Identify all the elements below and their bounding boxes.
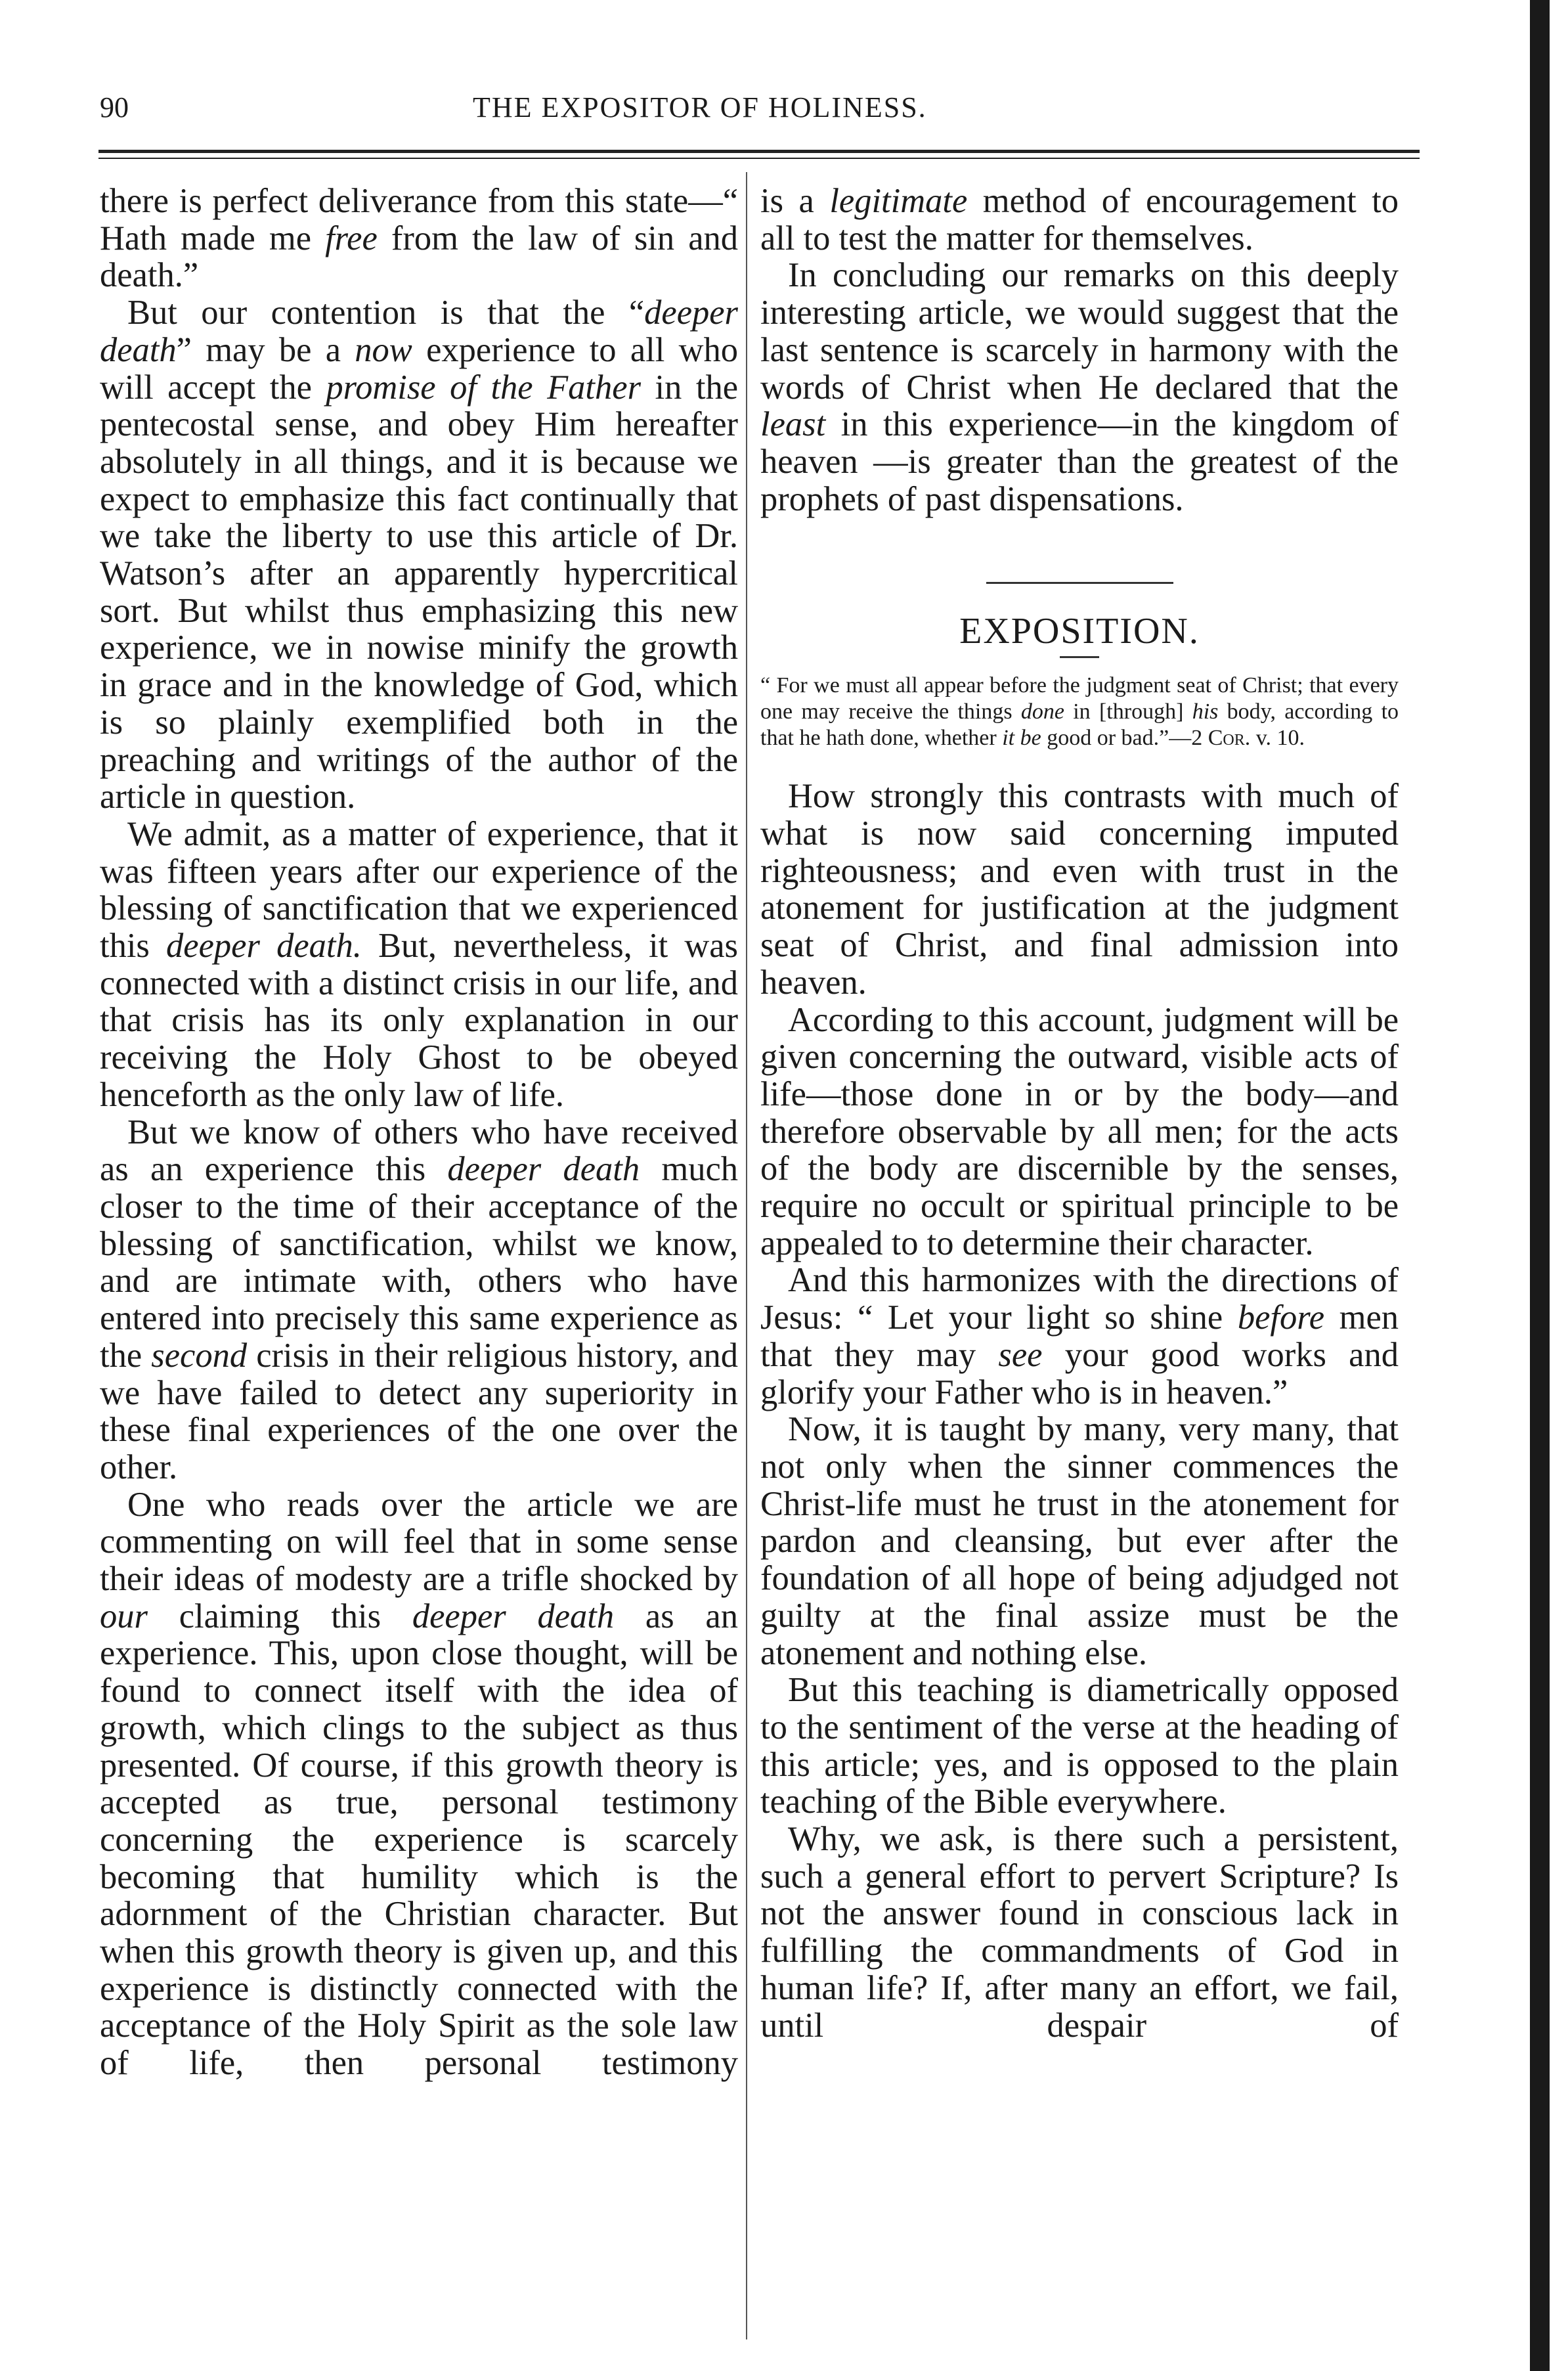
right-paragraph-8: Why, we ask, is there such a persistent, such a general effort to pervert Scripture? Is not the answer found in conscious lack in fulfilling the commandments of God in human life? If, after many an effort, we fail, until despair of	[760, 1820, 1399, 2045]
header-rule-thin	[98, 158, 1420, 159]
left-paragraph-1: there is perfect deliverance from this state—“ Hath made me free from the law of sin and death.”	[100, 182, 738, 295]
epigraph-quote: “ For we must all appear before the judgment seat of Christ; that every one may receive the things done in [through] his body, according to that he hath done, whether it be good or bad.”—2 Cor. v. 10.	[760, 673, 1399, 751]
left-column	[100, 183, 738, 2082]
left-paragraph-5: One who reads over the article we are commenting on will feel that in some sense their ideas of modesty are a trifle shocked by our claiming this deeper death as an experience. This, upon close thought, will be found to connect itself with the idea of growth, which clings to the subject as thus presented. Of course, if this growth theory is accepted as true, personal testimony concerning the experience is scarcely becoming that humility which is the adornment of the Christian character. But when this growth theory is given up, and this experience is distinctly connected with the acceptance of the Holy Spirit as the sole law of life, then personal testimony	[100, 1485, 738, 2083]
section-heading: EXPOSITION.	[959, 611, 1200, 652]
left-paragraph-2: But our contention is that the “deeper death” may be a now experience to all who will accept the promise of the Father in the pentecostal sense, and obey Him hereafter absolutely in all things, and it is because we expect to emphasize this fact continually that we take the liberty to use this article of Dr. Watson’s after an apparently hypercritical sort. But whilst thus emphasizing this new experience, we in nowise minify the growth in grace and in the knowledge of God, which is so plainly exemplified both in the preaching and writings of the author of the article in question.	[100, 294, 738, 816]
left-paragraph-3: We admit, as a matter of experience, that it was fifteen years after our experience of the blessing of sanctification that we experienced this deeper death. But, nevertheless, it was connected with a distinct crisis in our life, and that crisis has its only explanation in our receiving the Holy Ghost to be obeyed henceforth as the only law of life.	[100, 814, 738, 1114]
right-column	[760, 183, 1399, 2044]
right-paragraph-3: How strongly this contrasts with much of what is now said concerning imputed righteousness; and even with trust in the atonement for justification at the judgment seat of Christ, and final admission into heaven.	[760, 777, 1399, 1002]
left-paragraph-4: But we know of others who have received as an experience this deeper death much closer to the time of their acceptance of the blessing of sanctification, whilst we know, and are intimate with, others who have entered into precisely this same experience as the second crisis in their religious history, and we have failed to detect any superiority in these final experiences of the one over the other.	[100, 1113, 738, 1486]
header-rule-thick	[98, 150, 1420, 153]
right-paragraph-2: In concluding our remarks on this deeply interesting article, we would suggest that the last sentence is scarcely in harmony with the words of Christ when He declared that the least in this experience—in the kingdom of heaven —is greater than the greatest of the prophets of past dispensations.	[760, 256, 1399, 518]
right-paragraph-5: And this harmonizes with the directions of Jesus: “ Let your light so shine before men that they may see your good works and glorify your Father who is in heaven.”	[760, 1261, 1399, 1411]
page-edge-shadow	[1530, 0, 1550, 2371]
right-paragraph-4: According to this account, judgment will be given concerning the outward, visible acts of life—those done in or by the body—and therefore observable by all men; for the acts of the body are discernible by the senses, require no occult or spiritual principle to be appealed to to determine their character.	[760, 1000, 1399, 1262]
column-divider	[746, 172, 747, 2339]
right-paragraph-6: Now, it is taught by many, very many, that not only when the sinner commences the Christ-life must he trust in the atonement for pardon and cleansing, but ever after the foundation of all hope of being adjudged not guilty at the final assize must be the atonement and nothing else.	[760, 1410, 1399, 1672]
running-title: THE EXPOSITOR OF HOLINESS.	[473, 91, 927, 123]
heading-underline-rule	[1060, 656, 1099, 658]
right-paragraph-7: But this teaching is diametrically opposed to the sentiment of the verse at the heading of this article; yes, and is opposed to the plain teaching of the Bible everywhere.	[760, 1671, 1399, 1821]
section-divider-rule	[986, 582, 1173, 584]
page-number: 90	[100, 91, 129, 123]
right-paragraph-1: is a legitimate method of encouragement to all to test the matter for themselves.	[760, 182, 1399, 257]
